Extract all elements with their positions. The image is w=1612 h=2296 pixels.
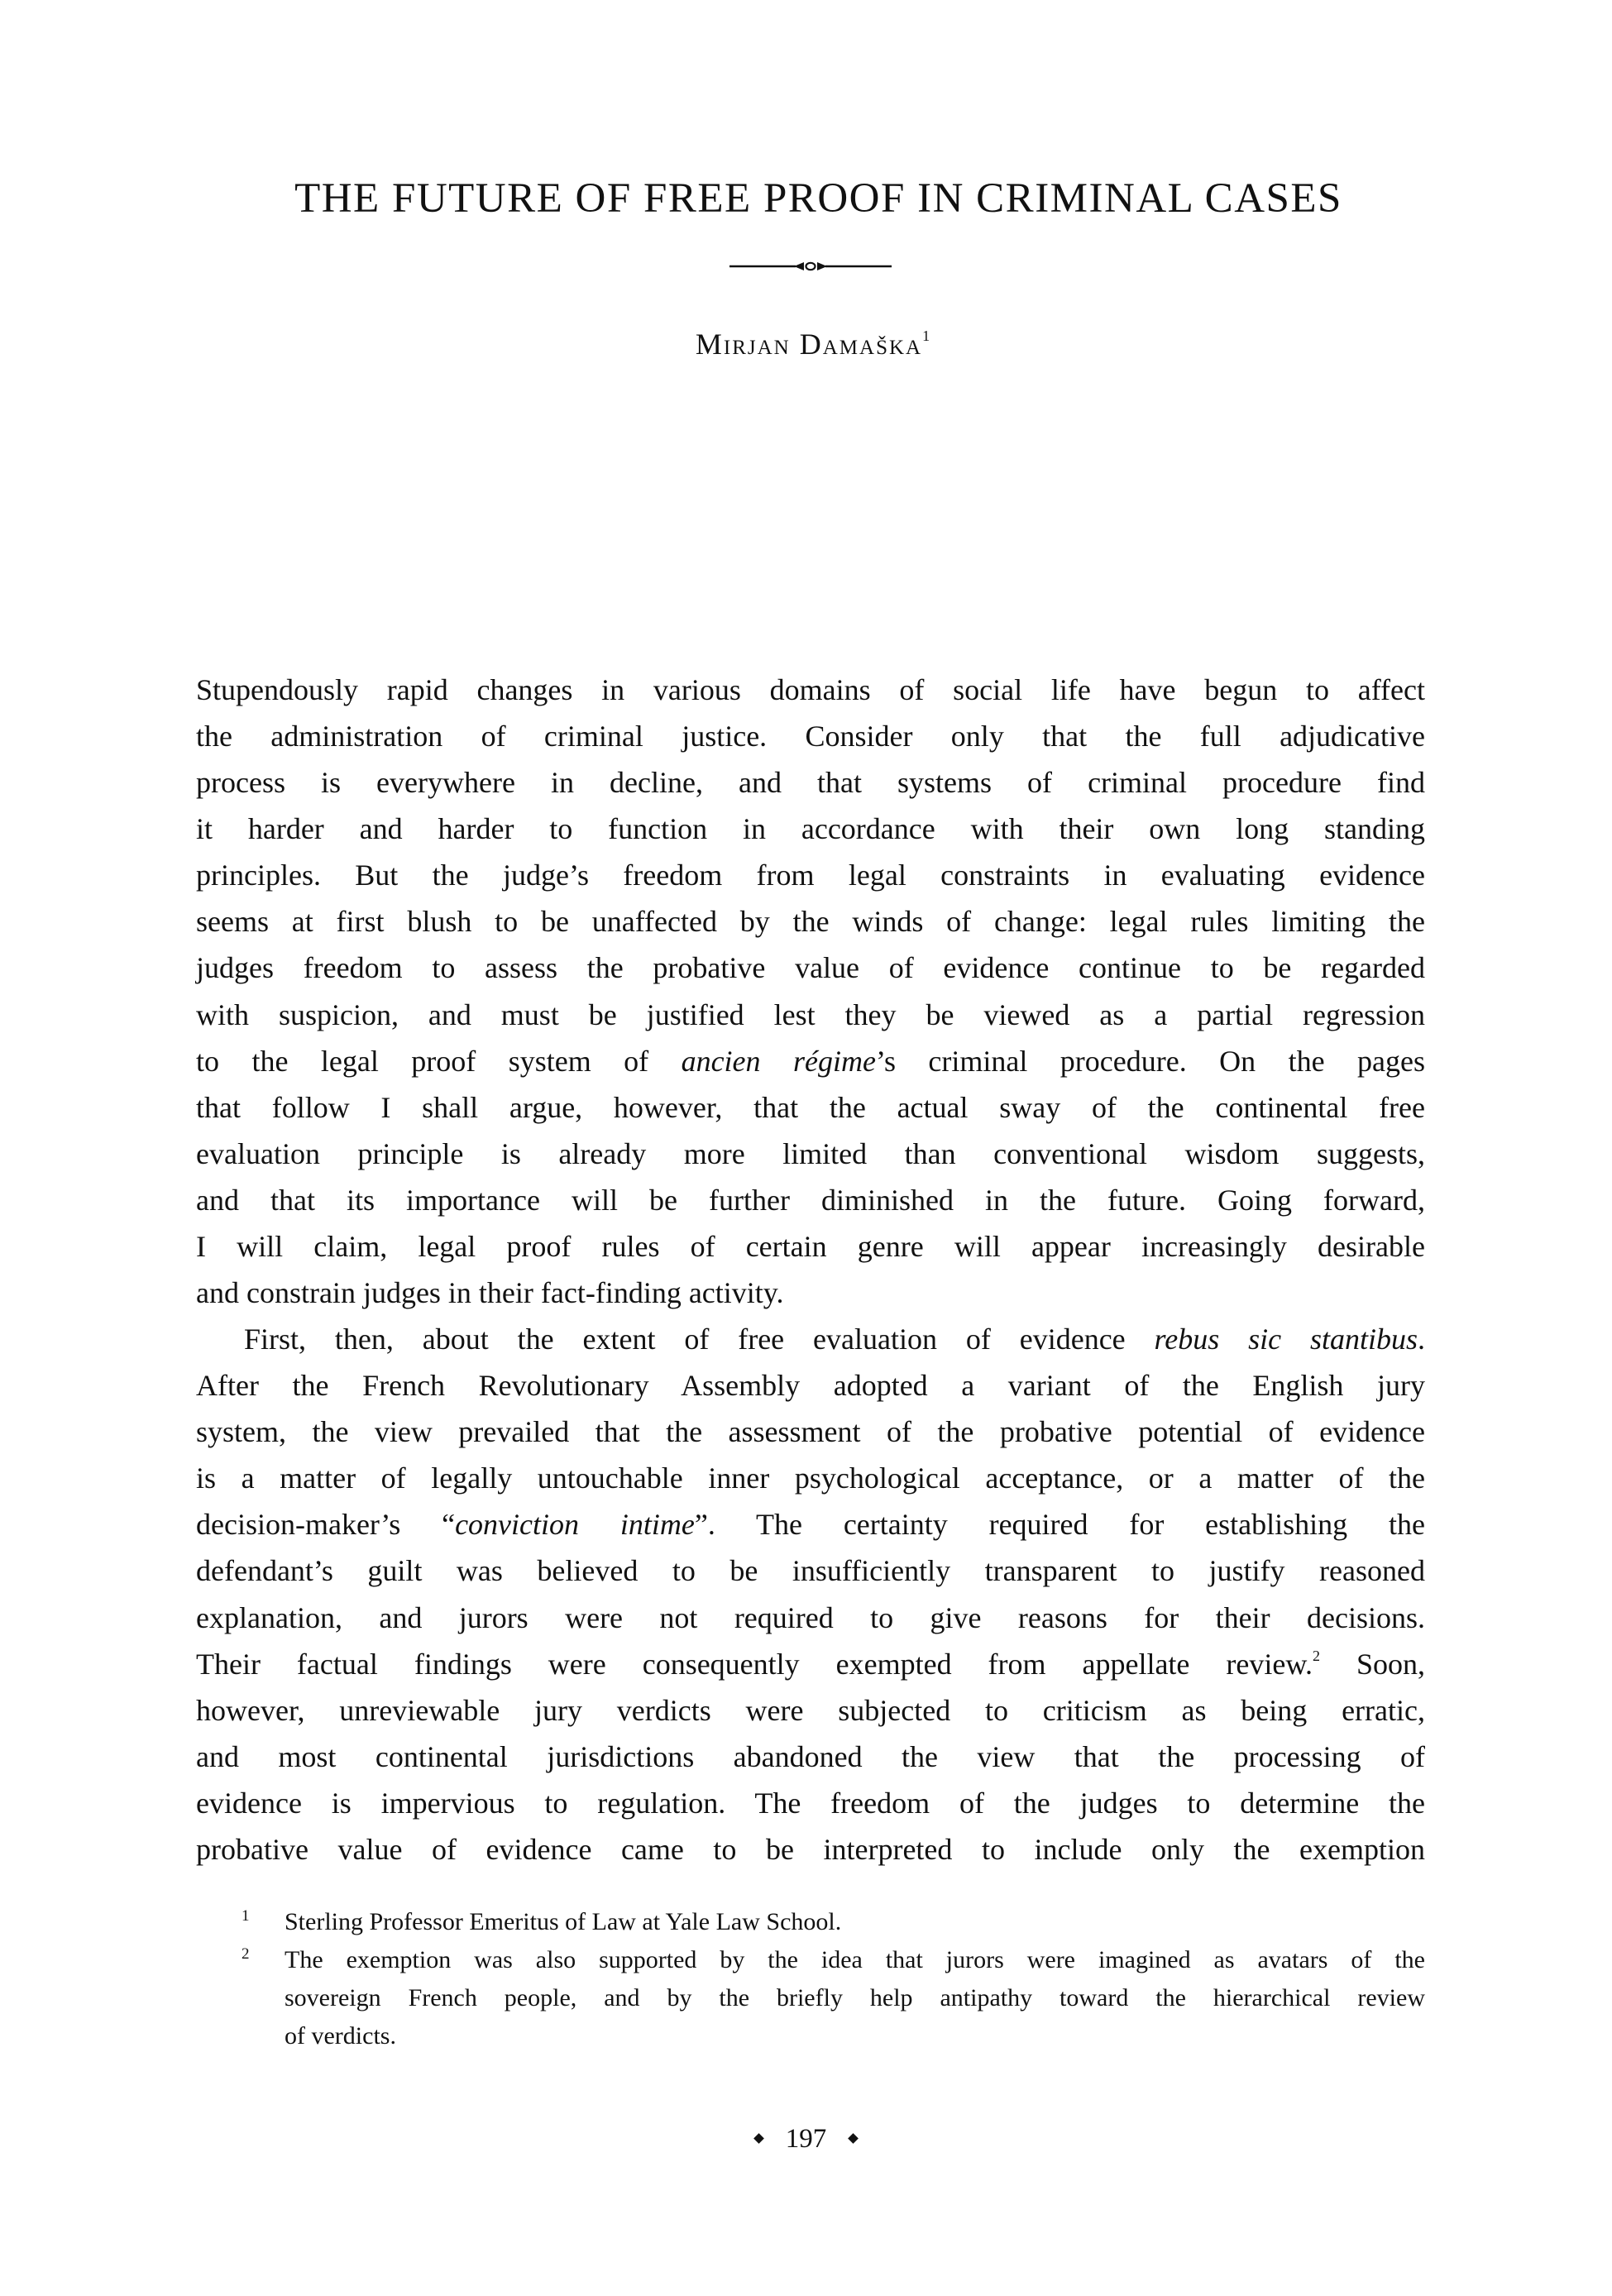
footnote-number: 2 bbox=[242, 1945, 250, 1963]
text-line bbox=[196, 1734, 1425, 1780]
footnotes bbox=[196, 1903, 1425, 2055]
text-run: ’s criminal procedure. On the pages bbox=[875, 1044, 1425, 1078]
footnote-1 bbox=[196, 1903, 1425, 1941]
text-run: evaluation principle is already more limited than conventional wisdom suggests, bbox=[196, 1136, 1425, 1170]
footnote-number: 1 bbox=[242, 1907, 250, 1925]
text-line bbox=[196, 1177, 1425, 1223]
text-line bbox=[196, 992, 1425, 1038]
text-line bbox=[196, 759, 1425, 806]
text-run: it harder and harder to function in accordance with their own long standing bbox=[196, 812, 1425, 846]
italic-phrase: ancien régime bbox=[681, 1044, 876, 1078]
footnote-2 bbox=[196, 1941, 1425, 2055]
text-line bbox=[196, 1316, 1425, 1362]
text-run: First, then, about the extent of free evaluation of evidence bbox=[244, 1323, 1155, 1356]
page-footer bbox=[0, 2122, 1612, 2155]
text-line bbox=[196, 1595, 1425, 1641]
text-line bbox=[196, 898, 1425, 945]
text-line bbox=[196, 1547, 1425, 1594]
text-run: and constrain judges in their fact-finding activity. bbox=[196, 1276, 784, 1310]
text-line bbox=[196, 667, 1425, 713]
text-run: that follow I shall argue, however, that the actual sway of the continental free bbox=[196, 1090, 1425, 1124]
text-run: Stupendously rapid changes in various domains of social life have begun to affect bbox=[196, 673, 1425, 706]
text-run: Soon, bbox=[1320, 1647, 1425, 1681]
text-line bbox=[196, 1780, 1425, 1826]
paragraph bbox=[196, 667, 1425, 1316]
text-line bbox=[196, 1501, 1425, 1547]
text-run: ”. The certainty required for establishing the bbox=[694, 1508, 1425, 1542]
text-line bbox=[196, 1409, 1425, 1455]
text-run: the administration of criminal justice. Consider only that the full adjudicative bbox=[196, 720, 1425, 753]
text-run: seems at first blush to be unaffected by the winds of change: legal rules limiting the bbox=[196, 905, 1425, 939]
text-line bbox=[196, 1455, 1425, 1501]
italic-phrase: conviction intime bbox=[455, 1508, 695, 1542]
author-byline bbox=[0, 326, 1612, 362]
diamond-bullet-icon bbox=[848, 2133, 859, 2144]
text-line bbox=[196, 1687, 1425, 1734]
text-run: evidence is impervious to regulation. The freedom of the judges to determine the bbox=[196, 1786, 1425, 1820]
footnote-ref-2[interactable]: 2 bbox=[1313, 1647, 1320, 1664]
text-run: to the legal proof system of bbox=[196, 1044, 682, 1078]
text-run: however, unreviewable jury verdicts were subjected to criticism as being erratic, bbox=[196, 1693, 1425, 1727]
text-run: Their factual findings were consequently exempted from appellate review. bbox=[196, 1647, 1313, 1681]
paragraph bbox=[196, 1316, 1425, 1873]
text-line bbox=[196, 1038, 1425, 1084]
text-run: decision-maker’s “ bbox=[196, 1508, 456, 1542]
footnote-line: sovereign French people, and by the briefly help antipathy toward the hierarchical review bbox=[285, 1984, 1425, 2011]
text-run: with suspicion, and must be justified lest they be viewed as a partial regression bbox=[196, 997, 1425, 1031]
text-line bbox=[196, 713, 1425, 759]
text-run: explanation, and jurors were not required to give reasons for their decisions. bbox=[196, 1600, 1425, 1634]
text-run: . bbox=[1418, 1323, 1425, 1356]
footnote-line: of verdicts. bbox=[285, 2022, 396, 2050]
footnote-ref-1[interactable]: 1 bbox=[922, 328, 932, 345]
text-line bbox=[196, 1362, 1425, 1409]
text-run: is a matter of legally untouchable inner psychological acceptance, or a matter of the bbox=[196, 1461, 1425, 1495]
text-line bbox=[196, 806, 1425, 852]
text-line bbox=[196, 1223, 1425, 1270]
text-run: and most continental jurisdictions abandoned the view that the processing of bbox=[196, 1739, 1425, 1773]
fleuron-divider-icon bbox=[728, 257, 893, 275]
text-line bbox=[196, 852, 1425, 898]
text-run: I will claim, legal proof rules of certain genre will appear increasingly desirable bbox=[196, 1229, 1425, 1263]
body-text bbox=[196, 667, 1425, 1873]
text-line bbox=[196, 1084, 1425, 1131]
diamond-bullet-icon bbox=[753, 2133, 764, 2144]
text-run: judges freedom to assess the probative value of evidence continue to be regarded bbox=[196, 951, 1425, 985]
text-run: probative value of evidence came to be interpreted to include only the exemption bbox=[196, 1832, 1425, 1866]
article-title: THE FUTURE OF FREE PROOF IN CRIMINAL CASES bbox=[294, 175, 1342, 222]
text-run: and that its importance will be further diminished in the future. Going forward, bbox=[196, 1183, 1425, 1217]
text-line bbox=[196, 1131, 1425, 1177]
text-run: system, the view prevailed that the assessment of the probative potential of evidence bbox=[196, 1415, 1425, 1449]
page-number: 197 bbox=[785, 2124, 827, 2154]
text-line bbox=[196, 1270, 1425, 1316]
text-run: After the French Revolutionary Assembly adopted a variant of the English jury bbox=[196, 1369, 1425, 1403]
text-run: process is everywhere in decline, and that systems of criminal procedure find bbox=[196, 766, 1425, 800]
text-line bbox=[196, 945, 1425, 991]
text-line bbox=[196, 1826, 1425, 1873]
footnote-line: Sterling Professor Emeritus of Law at Yale Law School. bbox=[285, 1908, 842, 1935]
footnote-line: The exemption was also supported by the idea that jurors were imagined as avatars of the bbox=[285, 1946, 1425, 1973]
text-line bbox=[196, 1641, 1425, 1687]
author-name: Mirjan Damaška bbox=[695, 328, 923, 361]
text-run: principles. But the judge’s freedom from legal constraints in evaluating evidence bbox=[196, 859, 1425, 892]
italic-phrase: rebus sic stantibus bbox=[1154, 1323, 1418, 1356]
text-run: defendant’s guilt was believed to be insufficiently transparent to justify reasoned bbox=[196, 1554, 1425, 1588]
